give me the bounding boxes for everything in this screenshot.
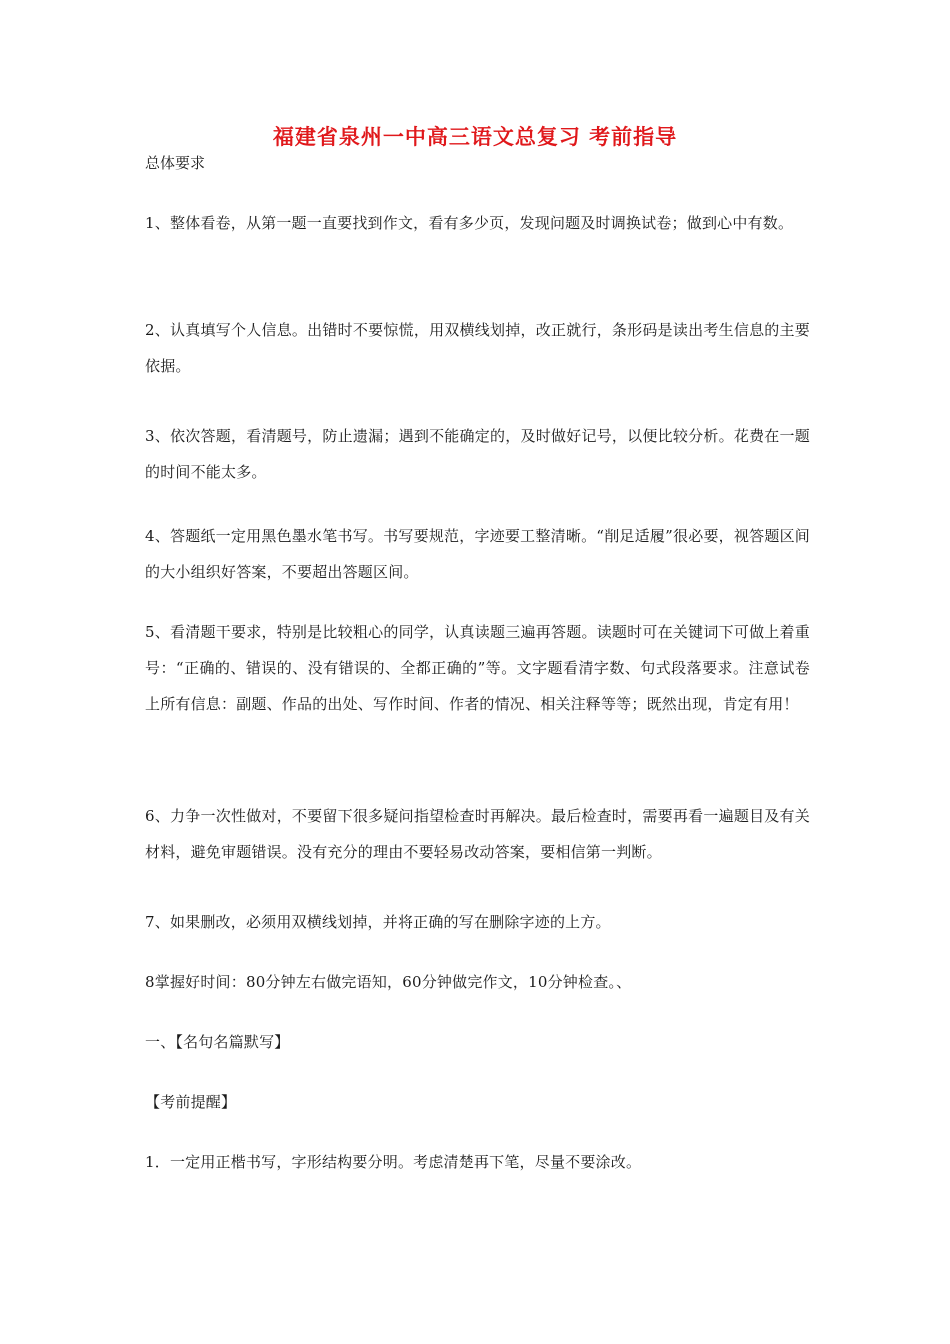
paragraph-item-3: 3、依次答题，看清题号，防止遗漏；遇到不能确定的，及时做好记号，以便比较分析。花费在一题的时间不能太多。 bbox=[145, 427, 810, 481]
section-heading-mingju: 一、【名句名篇默写】 bbox=[145, 1033, 290, 1051]
subheading-reminder: 【考前提醒】 bbox=[145, 1093, 237, 1111]
paragraph-item-8: 8掌握好时间：80分钟左右做完语知，60分钟做完作文，10分钟检查。、 bbox=[145, 973, 632, 991]
paragraph-item-4: 4、答题纸一定用黑色墨水笔书写。书写要规范，字迹要工整清晰。“削足适履”很必要，视答题区间的大小组织好答案，不要超出答题区间。 bbox=[145, 527, 810, 581]
paragraph-item-1: 1、整体看卷，从第一题一直要找到作文，看有多少页，发现问题及时调换试卷；做到心中有数。 bbox=[145, 214, 794, 232]
paragraph-item-5: 5、看清题干要求，特别是比较粗心的同学，认真读题三遍再答题。读题时可在关键词下可做上着重号：“正确的、错误的、没有错误的、全都正确的”等。文字题看清字数、句式段落要求。注意试卷上所有信息：副题、作品的出处、写作时间、作者的情况、相关注释等等；既然出现，肯定有用！ bbox=[145, 623, 810, 713]
paragraph-item-6: 6、力争一次性做对，不要留下很多疑问指望检查时再解决。最后检查时，需要再看一遍题目及有关材料，避免审题错误。没有充分的理由不要轻易改动答案，要相信第一判断。 bbox=[145, 807, 810, 861]
paragraph-item-7: 7、如果删改，必须用双横线划掉，并将正确的写在删除字迹的上方。 bbox=[145, 913, 611, 931]
section-label: 总体要求 bbox=[145, 154, 206, 172]
document-title: 福建省泉州一中高三语文总复习 考前指导 bbox=[272, 125, 678, 149]
reminder-item-1: 1．一定用正楷书写，字形结构要分明。考虑清楚再下笔，尽量不要涂改。 bbox=[145, 1153, 642, 1171]
paragraph-item-2: 2、认真填写个人信息。出错时不要惊慌，用双横线划掉，改正就行，条形码是读出考生信息的主要依据。 bbox=[145, 321, 810, 375]
